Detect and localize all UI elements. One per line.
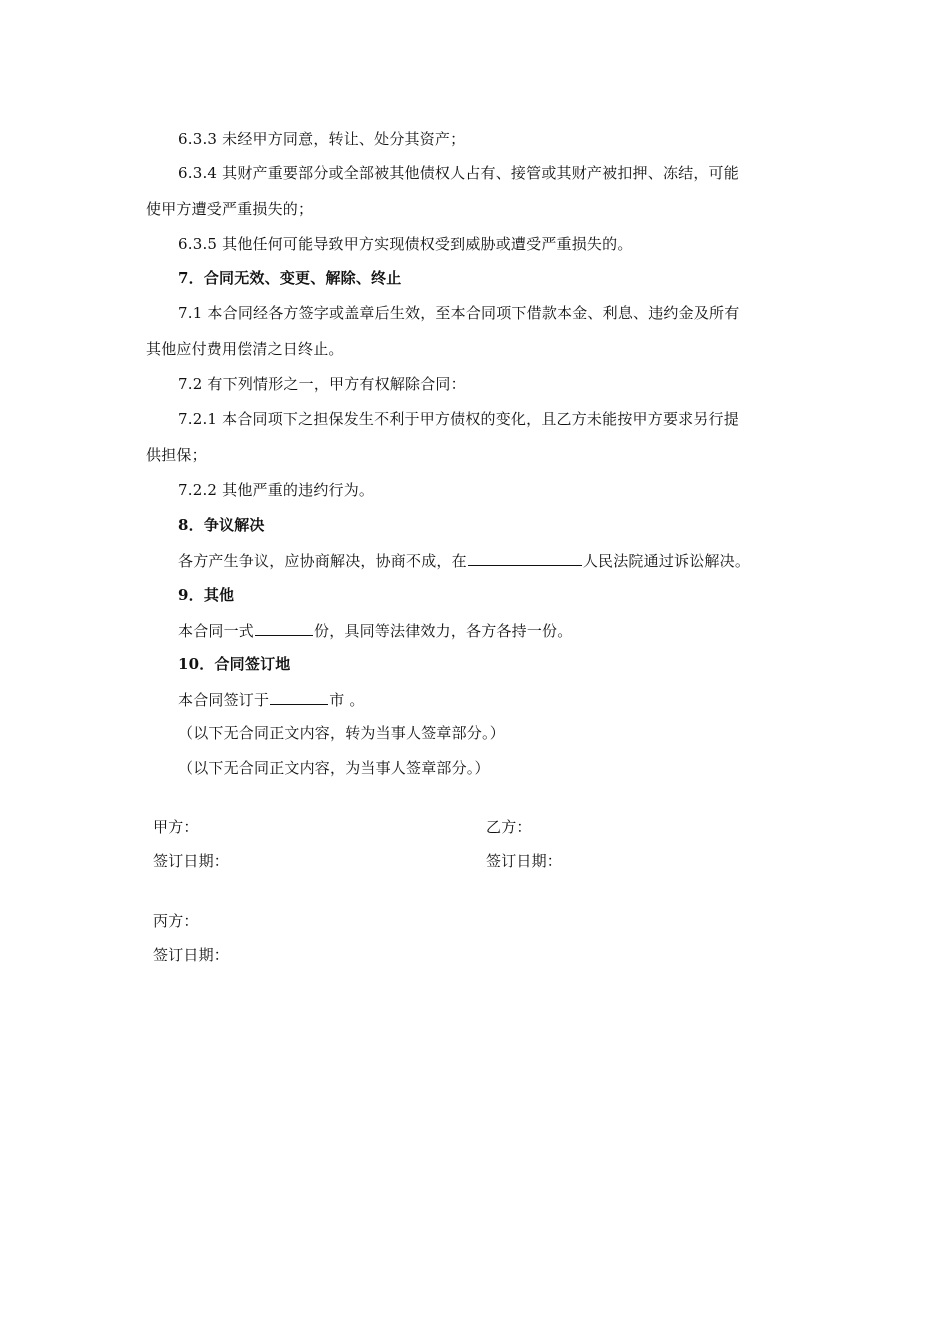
party-b-label: 乙方： [486, 818, 532, 836]
party-a-label: 甲方： [153, 818, 199, 836]
section-7-heading: 7．合同无效、变更、解除、终止 [178, 269, 402, 287]
clause-7-2-2: 7.2.2 其他严重的违约行为。 [178, 481, 375, 499]
signing-city-blank[interactable] [270, 689, 328, 705]
section-8-text-before: 各方产生争议，应协商解决，协商不成，在 [178, 552, 467, 570]
note-1: （以下无合同正文内容，转为当事人签章部分。） [178, 724, 505, 742]
section-8-heading: 8．争议解决 [178, 516, 265, 534]
section-9-heading: 9．其他 [178, 586, 235, 604]
section-10-text [178, 689, 365, 710]
clause-6-3-4-line2: 使甲方遭受严重损失的； [146, 200, 314, 218]
section-8-text [178, 550, 750, 571]
party-a-date-label: 签订日期： [153, 852, 230, 870]
section-10-heading: 10．合同签订地 [178, 655, 291, 673]
clause-7-2: 7.2 有下列情形之一，甲方有权解除合同： [178, 375, 466, 393]
clause-6-3-4-line1: 6.3.4 其财产重要部分或全部被其他债权人占有、接管或其财产被扣押、冻结，可能 [178, 164, 739, 182]
section-10-text-after: 市 。 [329, 691, 365, 709]
section-9-text-before: 本合同一式 [178, 622, 255, 640]
clause-7-2-1-line2: 供担保； [146, 446, 207, 464]
court-name-blank[interactable] [468, 550, 582, 566]
section-8-text-after: 人民法院通过诉讼解决。 [582, 552, 751, 570]
party-c-date-label: 签订日期： [153, 946, 230, 964]
party-c-label: 丙方： [153, 912, 199, 930]
section-9-text [178, 620, 572, 641]
clause-6-3-5: 6.3.5 其他任何可能导致甲方实现债权受到威胁或遭受严重损失的。 [178, 235, 633, 253]
note-2: （以下无合同正文内容，为当事人签章部分。） [178, 759, 490, 777]
party-b-date-label: 签订日期： [486, 852, 563, 870]
section-9-text-after: 份，具同等法律效力，各方各持一份。 [314, 622, 573, 640]
section-10-text-before: 本合同签订于 [178, 691, 270, 709]
clause-7-1-line1: 7.1 本合同经各方签字或盖章后生效，至本合同项下借款本金、利息、违约金及所有 [178, 304, 740, 322]
copies-count-blank[interactable] [255, 620, 313, 636]
clause-6-3-3: 6.3.3 未经甲方同意，转让、处分其资产； [178, 130, 466, 148]
clause-7-2-1-line1: 7.2.1 本合同项下之担保发生不利于甲方债权的变化，且乙方未能按甲方要求另行提 [178, 410, 739, 428]
clause-7-1-line2: 其他应付费用偿清之日终止。 [146, 340, 344, 358]
